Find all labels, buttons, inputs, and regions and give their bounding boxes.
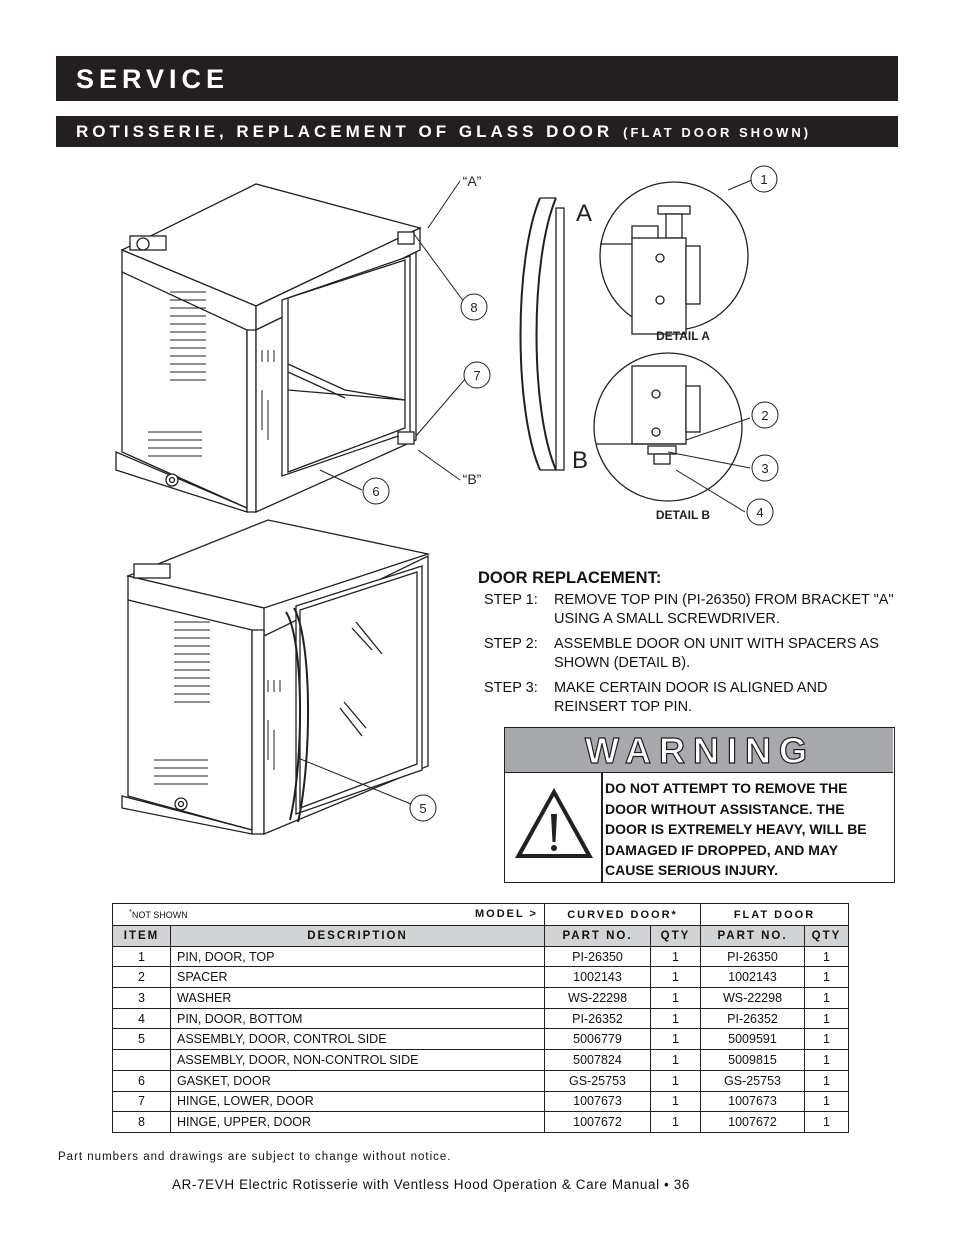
curved-part-cell: 5006779 [545,1029,651,1050]
detail-a-drawing [600,182,748,334]
description-cell: ASSEMBLY, DOOR, NON-CONTROL SIDE [171,1050,545,1071]
table-row [113,1070,849,1091]
warning-title: WARNING [585,730,815,771]
flat-qty-cell: 1 [805,1070,849,1091]
table-header-row [113,926,849,947]
item-cell: 5 [113,1029,171,1050]
description-cell: PIN, DOOR, TOP [171,946,545,967]
step-2 [484,635,908,673]
page-title: SERVICE [76,64,230,94]
item-cell: 8 [113,1112,171,1133]
flat-qty-cell: 1 [805,1029,849,1050]
description-cell: HINGE, UPPER, DOOR [171,1112,545,1133]
description-cell: HINGE, LOWER, DOOR [171,1091,545,1112]
model-cell [113,904,545,926]
item-cell: 6 [113,1070,171,1091]
door-side-view [521,198,565,470]
flat-part-cell: 1007672 [701,1112,805,1133]
description-cell: PIN, DOOR, BOTTOM [171,1008,545,1029]
page-footer: AR-7EVH Electric Rotisserie with Ventless Hood Operation & Care Manual • 36 [172,1177,690,1192]
flat-part-cell: PI-26352 [701,1008,805,1029]
item-cell: 4 [113,1008,171,1029]
column-header: PART NO. [701,926,805,947]
table-model-row [113,904,849,926]
door-replacement-heading: DOOR REPLACEMENT: [478,569,662,587]
unit-closed-drawing [122,520,428,834]
table-row [113,1050,849,1071]
flat-qty-cell: 1 [805,946,849,967]
parts-table-body [113,946,849,1132]
flat-part-cell: WS-22298 [701,988,805,1009]
column-header: QTY [651,926,701,947]
callout-2: 2 [761,408,769,423]
curved-part-cell: 5007824 [545,1050,651,1071]
flat-part-cell: 5009591 [701,1029,805,1050]
curved-part-cell: WS-22298 [545,988,651,1009]
table-row [113,1112,849,1133]
table-row [113,1008,849,1029]
item-cell [113,1050,171,1071]
callout-8: 8 [470,300,478,315]
column-header: ITEM [113,926,171,947]
table-row [113,946,849,967]
not-shown-text: NOT SHOWN [131,910,188,920]
description-cell: SPACER [171,967,545,988]
curved-qty-cell: 1 [651,1008,701,1029]
step-label: STEP 3: [484,680,538,696]
curved-qty-cell: 1 [651,1029,701,1050]
step-text: MAKE CERTAIN DOOR IS ALIGNED AND REINSERT TOP PIN. [554,680,828,715]
column-header: QTY [805,926,849,947]
step-label: STEP 1: [484,592,538,608]
item-cell: 1 [113,946,171,967]
unit-open-drawing [116,184,420,512]
flat-qty-cell: 1 [805,1050,849,1071]
label-letter-a: A [575,200,593,227]
section-title-main: ROTISSERIE, REPLACEMENT OF GLASS DOOR [76,122,614,141]
flat-qty-cell: 1 [805,1112,849,1133]
not-shown-note [129,907,188,920]
not-shown-star: * [129,907,132,916]
warning-header [505,728,893,773]
warning-divider [601,772,603,882]
description-cell: ASSEMBLY, DOOR, CONTROL SIDE [171,1029,545,1050]
step-text: ASSEMBLE DOOR ON UNIT WITH SPACERS AS SHOWN (DETAIL B). [554,636,879,671]
flat-qty-cell: 1 [805,1008,849,1029]
item-cell: 2 [113,967,171,988]
table-row [113,967,849,988]
callout-7: 7 [473,368,481,383]
curved-part-cell: PI-26350 [545,946,651,967]
curved-qty-cell: 1 [651,967,701,988]
step-3 [484,679,908,717]
curved-qty-cell: 1 [651,1112,701,1133]
label-b-quoted: “B” [462,471,482,487]
column-header: PART NO. [545,926,651,947]
curved-part-cell: 1007673 [545,1091,651,1112]
section-subtitle: (FLAT DOOR SHOWN) [623,125,812,140]
curved-qty-cell: 1 [651,946,701,967]
description-cell: WASHER [171,988,545,1009]
curved-qty-cell: 1 [651,1050,701,1071]
flat-part-cell: 1007673 [701,1091,805,1112]
table-row [113,1029,849,1050]
flat-door-header: FLAT DOOR [701,904,849,926]
model-label: MODEL > [474,908,538,920]
curved-qty-cell: 1 [651,1091,701,1112]
warning-triangle-icon [513,786,595,860]
curved-part-cell: 1002143 [545,967,651,988]
flat-part-cell: GS-25753 [701,1070,805,1091]
warning-box [504,727,895,883]
callout-4: 4 [756,505,764,520]
description-cell: GASKET, DOOR [171,1070,545,1091]
footnote: Part numbers and drawings are subject to change without notice. [58,1151,452,1163]
detail-b-label: DETAIL B [655,508,711,522]
callout-3: 3 [761,461,769,476]
item-cell: 7 [113,1091,171,1112]
parts-table [112,903,849,1133]
step-1 [484,591,908,629]
label-a-quoted: “A” [462,173,482,189]
column-header: DESCRIPTION [171,926,545,947]
detail-a-label: DETAIL A [656,329,710,343]
callout-5: 5 [419,801,427,816]
flat-part-cell: 1002143 [701,967,805,988]
door-replacement-steps [478,569,908,723]
step-text: REMOVE TOP PIN (PI-26350) FROM BRACKET "A" USING A SMALL SCREWDRIVER. [554,592,894,627]
detail-b-drawing [594,353,742,501]
flat-part-cell: 5009815 [701,1050,805,1071]
curved-part-cell: PI-26352 [545,1008,651,1029]
curved-part-cell: 1007672 [545,1112,651,1133]
item-cell: 3 [113,988,171,1009]
flat-qty-cell: 1 [805,967,849,988]
curved-door-header: CURVED DOOR* [545,904,701,926]
callout-6: 6 [372,484,380,499]
flat-qty-cell: 1 [805,1091,849,1112]
curved-qty-cell: 1 [651,988,701,1009]
curved-part-cell: GS-25753 [545,1070,651,1091]
callout-1: 1 [760,172,768,187]
flat-qty-cell: 1 [805,988,849,1009]
table-row [113,988,849,1009]
warning-text: DO NOT ATTEMPT TO REMOVE THE DOOR WITHOUT ASSISTANCE. THE DOOR IS EXTREMELY HEAVY, WILL BE DAMAGED IF DROPPED, AND MAY CAUSE SERIOUS INJURY. [605,780,867,878]
flat-part-cell: PI-26350 [701,946,805,967]
step-label: STEP 2: [484,636,538,652]
curved-qty-cell: 1 [651,1070,701,1091]
table-row [113,1091,849,1112]
label-letter-b: B [571,447,589,474]
